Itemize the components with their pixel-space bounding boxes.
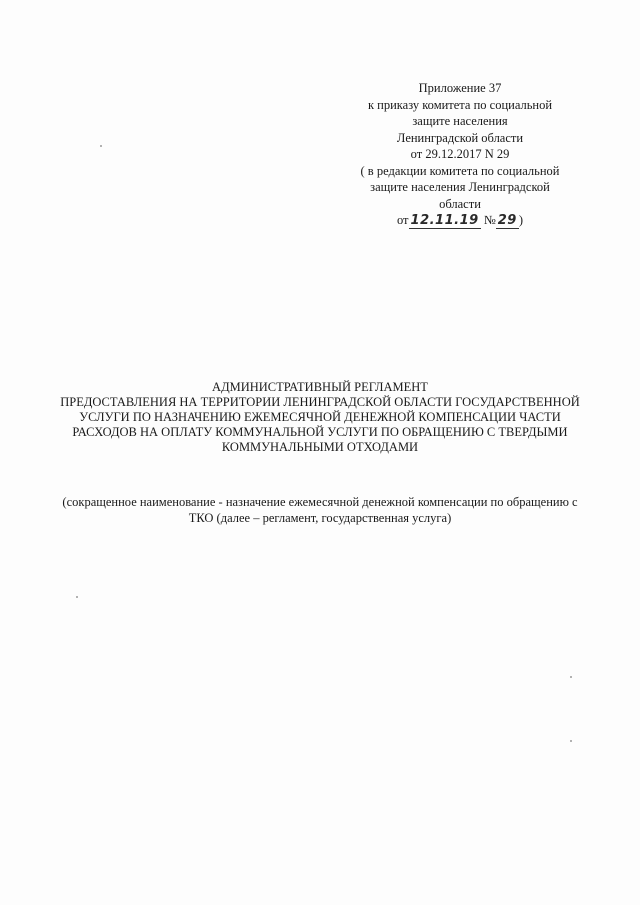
revision-line xyxy=(340,212,580,230)
title-line-4: РАСХОДОВ НА ОПЛАТУ КОММУНАЛЬНОЙ УСЛУГИ ПО ОБРАЩЕНИЮ С ТВЕРДЫМИ xyxy=(72,425,568,439)
appendix-line-8: области xyxy=(439,196,481,211)
short-name-block xyxy=(40,494,600,526)
revision-number-label: № xyxy=(483,213,496,227)
scan-speck xyxy=(76,596,78,598)
short-name-line-1: (сокращенное наименование - назначение ежемесячной денежной компенсации по обращению с xyxy=(62,495,578,509)
scan-speck xyxy=(570,740,572,742)
revision-date-handwritten: 12.11.19 xyxy=(410,213,479,228)
appendix-line-6: ( в редакции комитета по социальной xyxy=(360,163,560,178)
revision-prefix: от xyxy=(396,213,409,227)
appendix-line-7: защите населения Ленинградской xyxy=(370,180,550,194)
appendix-block xyxy=(340,80,580,230)
title-line-5: КОММУНАЛЬНЫМИ ОТХОДАМИ xyxy=(221,440,419,454)
appendix-line-1: Приложение 37 xyxy=(418,81,502,95)
appendix-line-2: к приказу комитета по социальной xyxy=(367,97,553,112)
title-line-1: АДМИНИСТРАТИВНЫЙ РЕГЛАМЕНТ xyxy=(212,380,428,394)
revision-number-handwritten: 29 xyxy=(497,213,517,228)
revision-suffix: ) xyxy=(518,213,524,227)
title-line-3: УСЛУГИ ПО НАЗНАЧЕНИЮ ЕЖЕМЕСЯЧНОЙ ДЕНЕЖНОЙ КОМПЕНСАЦИИ ЧАСТИ xyxy=(79,410,561,424)
short-name-line-2: ТКО (далее – регламент, государственная услуга) xyxy=(188,511,452,525)
scan-speck xyxy=(100,145,102,147)
appendix-line-3: защите населения xyxy=(412,114,508,128)
scan-speck xyxy=(570,676,572,678)
appendix-line-4: Ленинградской области xyxy=(396,130,524,145)
regulation-title xyxy=(40,380,600,455)
title-line-2: ПРЕДОСТАВЛЕНИЯ НА ТЕРРИТОРИИ ЛЕНИНГРАДСКОЙ ОБЛАСТИ ГОСУДАРСТВЕННОЙ xyxy=(60,395,580,409)
appendix-line-5: от 29.12.2017 N 29 xyxy=(410,147,510,161)
